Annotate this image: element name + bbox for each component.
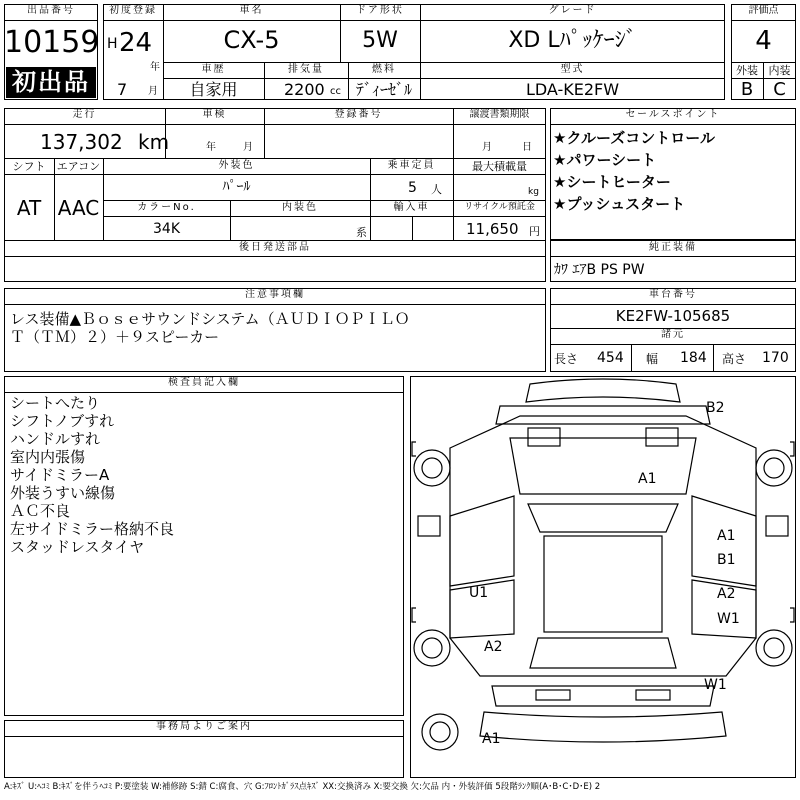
damage-mark: B1 (717, 552, 736, 568)
inspector-note: サイドミラーA (10, 466, 110, 484)
height: 170 (762, 350, 789, 366)
damage-mark: A2 (484, 639, 503, 655)
door-label: ドア形状 (356, 5, 404, 16)
later-parts-label: 後日発送部品 (239, 242, 311, 253)
inspector-note: ＡＣ不良 (10, 502, 71, 520)
chassis-label: 車台番号 (649, 289, 697, 300)
inspector-note: シートへたり (10, 394, 101, 412)
inspector-note: シフトノブすれ (10, 412, 115, 430)
transfer-month-unit: 月 (482, 142, 492, 153)
fuel-label: 燃料 (372, 64, 396, 75)
damage-mark: A2 (717, 586, 736, 602)
model-code-label: 型式 (560, 64, 585, 75)
inspection-label: 車検 (202, 109, 227, 120)
inspector-note: 外装うすい線傷 (10, 484, 116, 502)
damage-mark: A1 (638, 471, 657, 487)
interior-grade-label: 内装 (768, 64, 791, 77)
mileage: 137,302 (40, 130, 123, 154)
sales-point-item: ★プッシュスタート (553, 195, 686, 213)
length: 454 (597, 350, 624, 366)
recycle-unit: 円 (529, 225, 540, 238)
inspector-note: 左サイドミラー格納不良 (10, 520, 174, 538)
mileage-unit: km (138, 130, 170, 154)
transfer-day-unit: 日 (522, 142, 532, 153)
fuel: ﾃﾞｨｰｾﾞﾙ (355, 80, 412, 99)
equipment-value: ｶﾜ ｴｱB PS PW (554, 262, 645, 278)
caution-label: 注意事項欄 (245, 289, 305, 300)
lot-number: 10159 (4, 25, 100, 60)
inspection-month-unit: 月 (243, 142, 253, 153)
int-color-label: 内装色 (282, 202, 318, 213)
color-no-label: カラーNo. (137, 202, 196, 213)
inspection-year-unit: 年 (206, 142, 216, 153)
car-name-label: 車名 (239, 5, 264, 16)
equipment-label: 純正装備 (649, 242, 697, 253)
model-code: LDA-KE2FW (525, 80, 620, 99)
chassis-number: KE2FW-105685 (615, 307, 731, 325)
score-label: 評価点 (748, 5, 779, 16)
sales-point-item: ★クルーズコントロール (553, 129, 715, 147)
damage-mark: W1 (704, 677, 727, 693)
inspector-label: 検査員記入欄 (168, 377, 240, 388)
dims-label: 諸元 (661, 329, 685, 340)
length-label: 長さ (554, 352, 579, 366)
aircon: AAC (57, 196, 100, 220)
first-reg-label: 初度登録 (109, 5, 157, 16)
displacement-label: 排気量 (288, 64, 324, 75)
era: H (107, 36, 118, 52)
width-label: 幅 (646, 352, 659, 366)
damage-mark: B2 (706, 400, 725, 416)
score: 4 (755, 26, 772, 56)
shift-label: シフト (12, 160, 46, 173)
car-diagram (410, 376, 796, 778)
displacement-unit: cc (330, 86, 341, 97)
caution-line: レス装備▲Ｂｏｓｅサウンドシステム（ＡＵＤＩＯＰＩＬＯ (10, 310, 410, 328)
aircon-label: エアコン (56, 160, 101, 173)
ext-color-label: 外装色 (218, 160, 255, 171)
year-unit: 年 (150, 62, 160, 73)
grade: XD Lﾊﾟｯｹｰｼﾞ (508, 28, 637, 53)
import-label: 輸入車 (393, 202, 430, 213)
color-no: 34K (153, 221, 180, 237)
interior-grade: C (773, 79, 786, 100)
caution-line: Ｔ（ＴＭ）２）＋９スピーカー (10, 328, 220, 346)
transfer-doc-label: 譲渡書類期限 (469, 109, 530, 120)
reg-month: 7 (117, 80, 128, 99)
mileage-label: 走行 (72, 109, 97, 120)
capacity: 5 (408, 180, 417, 196)
capacity-unit: 人 (431, 183, 442, 196)
int-color-unit: 系 (356, 226, 367, 239)
sales-point-item: ★パワーシート (553, 151, 657, 169)
inspector-note: スタッドレスタイヤ (10, 538, 145, 556)
damage-mark: U1 (469, 585, 489, 601)
office-label: 事務局よりご案内 (156, 721, 252, 732)
exterior-grade: B (740, 79, 754, 100)
ext-color: ﾊﾟｰﾙ (222, 179, 251, 195)
recycle-label: リサイクル預託金 (464, 202, 535, 212)
recycle-fee: 11,650 (466, 220, 519, 238)
capacity-label: 乗車定員 (387, 160, 436, 171)
lot-number-label: 出品番号 (27, 5, 75, 16)
reg-year: 24 (119, 28, 153, 58)
max-load-label: 最大積載量 (472, 160, 527, 173)
grade-label: グレード (548, 5, 597, 16)
exterior-grade-label: 外装 (736, 64, 758, 77)
first-listing-badge: 初出品 (6, 67, 96, 98)
damage-mark: W1 (717, 611, 740, 627)
car-name: CX-5 (223, 26, 280, 54)
history-label: 車歴 (201, 64, 226, 75)
registration-label: 登録番号 (334, 109, 383, 120)
shift: AT (16, 196, 42, 220)
max-load-unit: kg (528, 187, 539, 197)
month-unit: 月 (148, 86, 158, 97)
inspector-note: 室内内張傷 (10, 448, 86, 466)
history: 自家用 (189, 80, 238, 99)
damage-mark: A1 (482, 731, 501, 747)
inspector-note: ハンドルすれ (10, 430, 101, 448)
door-type: 5W (362, 28, 398, 53)
legend: A:ｷｽﾞ U:ﾍｺﾐ B:ｷｽﾞを伴うﾍｺﾐ P:要塗装 W:補修跡 S:錆 C:腐食、穴 G:ﾌﾛﾝﾄｶﾞﾗｽ点ｷｽﾞ XX:交換済み X:要交換 欠:欠品 内・外装評価 5段階ﾗﾝｸ順(A･B･C･D･E) 2 (4, 782, 601, 792)
damage-mark: A1 (717, 528, 736, 544)
width: 184 (680, 350, 707, 366)
height-label: 高さ (722, 352, 747, 366)
sales-points-label: セールスポイント (625, 109, 721, 120)
displacement: 2200 (284, 80, 325, 99)
sales-point-item: ★シートヒーター (553, 173, 671, 191)
